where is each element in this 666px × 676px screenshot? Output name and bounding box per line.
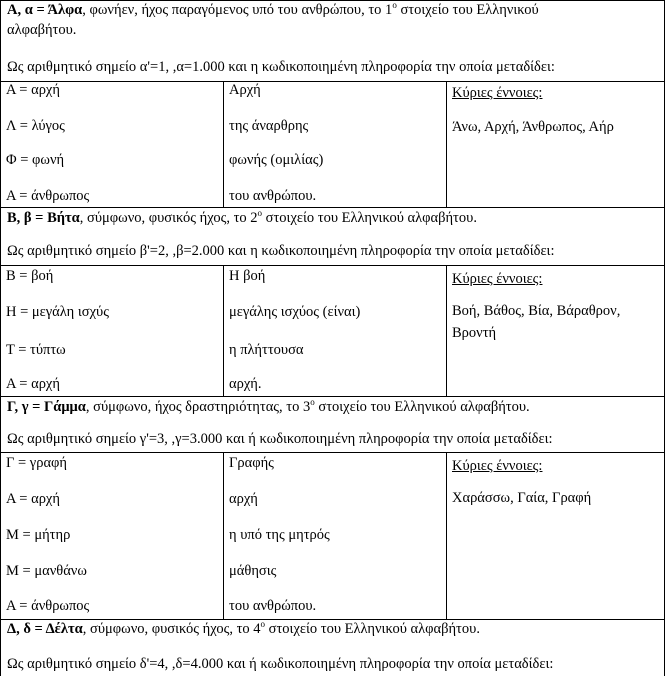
concepts-column [447, 82, 664, 207]
table-cell: αρχή. [229, 376, 262, 392]
meaning-column [224, 82, 447, 207]
meaning-column [224, 453, 447, 619]
section-delta-title: Δ, δ = Δέλτα [7, 621, 83, 637]
table-cell: Αρχή [229, 82, 261, 98]
section-gamma-title: Γ, γ = Γάμμα [7, 399, 86, 415]
table-cell: της άναρθρης [229, 118, 309, 134]
concepts-column [447, 453, 664, 619]
section-alpha-description-cont: αλφαβήτου. [7, 22, 77, 38]
section-beta-intro: Ως αριθμητικό σημείο β'=2, ,β=2.000 και η κωδικοποιημένη πληροφορία την οποία μεταδίδει: [7, 243, 555, 259]
table-cell: του ανθρώπου. [229, 188, 317, 204]
table-cell: Α = αρχή [6, 82, 60, 98]
letters-column [1, 266, 224, 396]
concepts-column [447, 266, 664, 396]
table-cell: μεγάλης ισχύος (είναι) [229, 304, 361, 320]
section-gamma-table [1, 453, 664, 620]
table-cell: Α = άνθρωπος [6, 598, 90, 614]
table-cell: Α = άνθρωπος [6, 188, 90, 204]
section-beta-description: Β, β = Βήτα, σύμφωνο, φυσικός ήχος, το $2^o$ στοιχείο του Ελληνικού αλφαβήτου. [7, 208, 477, 226]
section-alpha-title: Α, α = Άλφα [7, 2, 83, 18]
section-beta-header [1, 208, 664, 266]
table-cell: Μ = μήτηρ [6, 527, 71, 543]
table-cell: του ανθρώπου. [229, 598, 317, 614]
table-cell: Φ = φωνή [6, 152, 65, 168]
letters-column [1, 453, 224, 619]
concepts-list: Άνω, Αρχή, Άνθρωπος, Αήρ [452, 119, 614, 135]
table-cell: Γ = γραφή [6, 455, 68, 471]
section-alpha-description: Α, α = Άλφα, φωνήεν, ήχος παραγόμενος υπό του ανθρώπου, το $1^o$ στοιχείο του Ελληνικού [7, 0, 539, 18]
table-cell: Γραφής [229, 455, 274, 471]
table-cell: αρχή [229, 491, 258, 507]
letters-column [1, 82, 224, 207]
section-alpha-header [1, 0, 664, 82]
table-cell: Λ = λύγος [6, 118, 65, 134]
table-cell: Α = αρχή [6, 491, 60, 507]
section-alpha-intro: Ως αριθμητικό σημείο α'=1, ,α=1.000 και η κωδικοποιημένη πληροφορία την οποία μεταδίδει: [7, 59, 555, 75]
concepts-label: Κύριες έννοιες: [452, 85, 543, 101]
table-cell: φωνής (ομιλίας) [229, 152, 324, 168]
concepts-list: Βοή, Βάθος, Βία, Βάραθρον, Βροντή [452, 303, 621, 341]
table-cell: Η βοή [229, 268, 266, 284]
table-cell: η πλήττουσα [229, 342, 304, 358]
table-cell: μάθησις [229, 563, 277, 579]
section-gamma-intro: Ως αριθμητικό σημείο γ'=3, ,γ=3.000 και ή κωδικοποιημένη πληροφορία την οποία μεταδίδει: [7, 431, 553, 447]
section-gamma-description: Γ, γ = Γάμμα, σύμφωνο, ήχος δραστηριότητας, το $3^o$ στοιχείο του Ελληνικού αλφαβήτου. [7, 397, 530, 415]
concepts-list: Χαράσσω, Γαία, Γραφή [452, 490, 592, 506]
section-delta-intro: Ως αριθμητικό σημείο δ'=4, ,δ=4.000 και ή κωδικοποιημένη πληροφορία την οποία μεταδίδει: [7, 656, 554, 672]
section-beta-table [1, 266, 664, 397]
section-delta-description: Δ, δ = Δέλτα, σύμφωνο, φυσικός ήχος, το $4^o$ στοιχείο του Ελληνικού αλφαβήτου. [7, 619, 480, 637]
concepts-label: Κύριες έννοιες: [452, 271, 543, 287]
table-cell: Η = μεγάλη ισχύς [6, 304, 109, 320]
table-cell: Β = βοή [6, 268, 54, 284]
section-delta-header [1, 620, 664, 676]
table-cell: Τ = τύπτω [6, 342, 66, 358]
table-cell: η υπό της μητρός [229, 527, 330, 543]
table-cell: Α = αρχή [6, 376, 60, 392]
meaning-column [224, 266, 447, 396]
section-alpha-table [1, 82, 664, 208]
section-beta-title: Β, β = Βήτα [7, 210, 80, 226]
section-gamma-header [1, 397, 664, 453]
concepts-label: Κύριες έννοιες: [452, 458, 543, 474]
table-cell: Μ = μανθάνω [6, 563, 87, 579]
